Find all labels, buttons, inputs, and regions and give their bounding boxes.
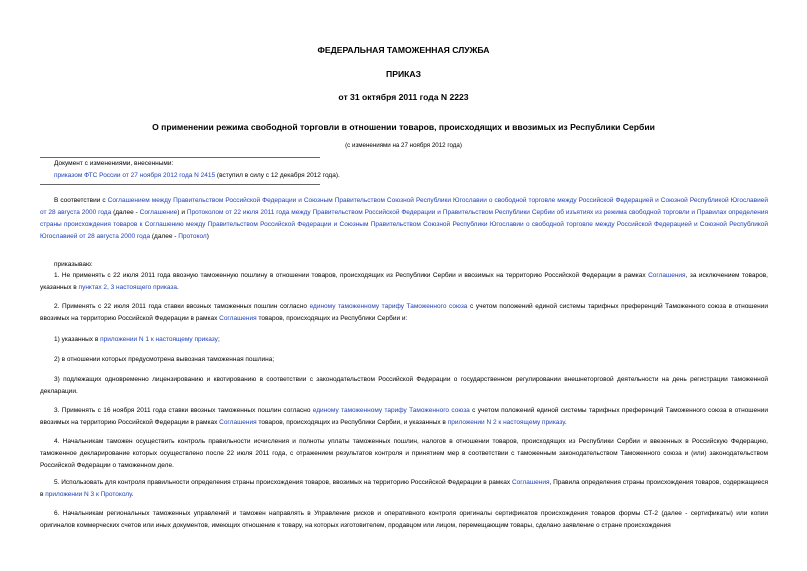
agreement-link[interactable]: Соглашения — [219, 315, 257, 322]
amendment-note: (с изменениями на 27 ноября 2012 года) — [345, 142, 462, 149]
agency-name: ФЕДЕРАЛЬНАЯ ТАМОЖЕННАЯ СЛУЖБА — [317, 45, 490, 55]
protocol-short-link[interactable]: Протокол — [178, 233, 207, 240]
paragraph-5: 5. Использовать для контроля правильности определения страны происхождения товаров, ввозимых на территорию Российской Федерации в рамках Соглашения, Правила определения страны происхождения товаров, содержащиеся в приложении N 3 к Протоколу. — [40, 479, 768, 498]
preamble-paragraph: В соответствии с Соглашением между Правительством Российской Федерации и Союзным Правительством Союзной Республики Югославии о свободной торговле между Российской Федерацией и Союзной Республикой Югославией от 28 августа 2000 года (далее - Соглашение) и Протоколом от 22 июля 2011 года между Правительством Российской Федерации и Правительством Республики Сербии об изъятиях из режима свободной торговли и Правилах определения страны происхождения товаров к Соглашению между Правительством Российской Федерации и Союзным Правительством Союзной Республики Югославии о свободной торговле между Российской Федерацией и Союзной Республикой Югославией от 28 августа 2000 года (далее - Протокол) — [40, 197, 768, 240]
order-word: приказываю: — [54, 261, 93, 268]
agreement-link[interactable]: Соглашения — [219, 419, 257, 426]
paragraph-1: 1. Не применять с 22 июля 2011 года ввозную таможенную пошлину в отношении товаров, происходящих из Республики Сербии и ввозимых на территорию Российской Федерации в рамках Соглашения, за исключением товаров, указанных в пунктах 2, 3 настоящего приказа. — [40, 272, 768, 291]
agreement-link[interactable]: Соглашения — [511, 479, 550, 486]
document-date: от 31 октября 2011 года N 2223 — [338, 92, 469, 102]
agreement-link[interactable]: Соглашения — [648, 272, 686, 279]
points-2-3-link[interactable]: пунктах 2, 3 настоящего приказа — [78, 284, 177, 291]
paragraph-2-2: 2) в отношении которых предусмотрена вывозная таможенная пошлина; — [54, 356, 275, 363]
protocol-link[interactable]: Протоколом от 22 июля 2011 года между Правительством Российской Федерации и Правительством Республики Сербии об изъятиях из режима свободной торговли и Правилах определения страны происхождения товаров к Соглашению между Правительством Российской Федерации и Союзным Правительством Союзной Республики Югославии о свободной торговле между Российской Федерацией и Союзной Республикой Югославией от 28 августа 2000 года — [40, 209, 768, 240]
paragraph-2-3: 3) подлежащих одновременно лицензированию и квотированию в соответствии с законодательством Российской Федерации о государственном регулировании внешнеторговой деятельности на день регистрации таможенной декларации. — [40, 376, 768, 395]
paragraph-6: 6. Начальникам региональных таможенных управлений и таможен направлять в Управление рисков и оперативного контроля оригиналы сертификатов происхождения товаров формы СТ-2 (далее - сертификаты) или копии оригиналов коммерческих счетов или иных документов, имеющих отношение к товару, на которых изготовителем, продавцом или лицом, перемещающим товары, сделано заявление о стране происхождения — [40, 510, 768, 529]
paragraph-2-1: 1) указанных в приложении N 1 к настоящему приказу; — [54, 336, 220, 343]
customs-tariff-link[interactable]: единому таможенному тарифу Таможенного союза — [312, 407, 470, 414]
paragraph-4: 4. Начальникам таможен осуществить контроль правильности исчисления и полноты уплаты таможенных пошлин, налогов в отношении товаров, происходящих из Республики Сербии и ввезенных в Российскую Федерацию, таможенное декларирование которых осуществлено после 22 июля 2011 года, с отражением результатов контроля и принятием мер в соответствии с таможенным законодательством Таможенного союза и (или) законодательством Российской Федерации о таможенном деле. — [40, 438, 768, 469]
agreement-short-link[interactable]: Соглашение — [139, 209, 178, 216]
customs-tariff-link[interactable]: единому таможенному тарифу Таможенного союза — [309, 303, 468, 310]
paragraph-2: 2. Применять с 22 июля 2011 года ставки ввозных таможенных пошлин согласно единому таможенному тарифу Таможенного союза с учетом положений единой системы тарифных преференций Таможенного союза в отношении ввозимых на территорию Российской Федерации в рамках Соглашения товаров, происходящих из Республики Сербии и: — [40, 303, 768, 322]
document-type: ПРИКАЗ — [386, 69, 421, 79]
appendix-2-link[interactable]: приложении N 2 к настоящему приказу — [447, 419, 565, 426]
paragraph-3: 3. Применять с 16 ноября 2011 года ставки ввозных таможенных пошлин согласно единому таможенному тарифу Таможенного союза с учетом положений единой системы тарифных преференций Таможенного союза в отношении ввозимых на территорию Российской Федерации в рамках Соглашения товаров, происходящих из Республики Сербии, и указанных в приложении N 2 к настоящему приказу. — [40, 407, 768, 426]
amending-order-link[interactable]: приказом ФТС России от 27 ноября 2012 года N 2415 — [54, 172, 216, 179]
changes-bottom-rule — [40, 184, 320, 185]
appendix-1-link[interactable]: приложении N 1 к настоящему приказу — [100, 336, 218, 343]
document-title: О применении режима свободной торговли в отношении товаров, происходящих и ввозимых из Республики Сербии — [152, 122, 655, 132]
changes-block: приказом ФТС России от 27 ноября 2012 года N 2415 (вступил в силу с 12 декабря 2012 года). — [54, 172, 340, 179]
changes-label: Документ с изменениями, внесенными: — [54, 160, 174, 167]
protocol-appendix-3-link[interactable]: приложении N 3 к Протоколу — [45, 491, 132, 498]
agreement-link[interactable]: Соглашением между Правительством Российской Федерации и Союзным Правительством Союзной Республики Югославии о свободной торговле между Российской Федерацией и Союзной Республикой Югославией от 28 августа 2000 года — [40, 197, 768, 216]
